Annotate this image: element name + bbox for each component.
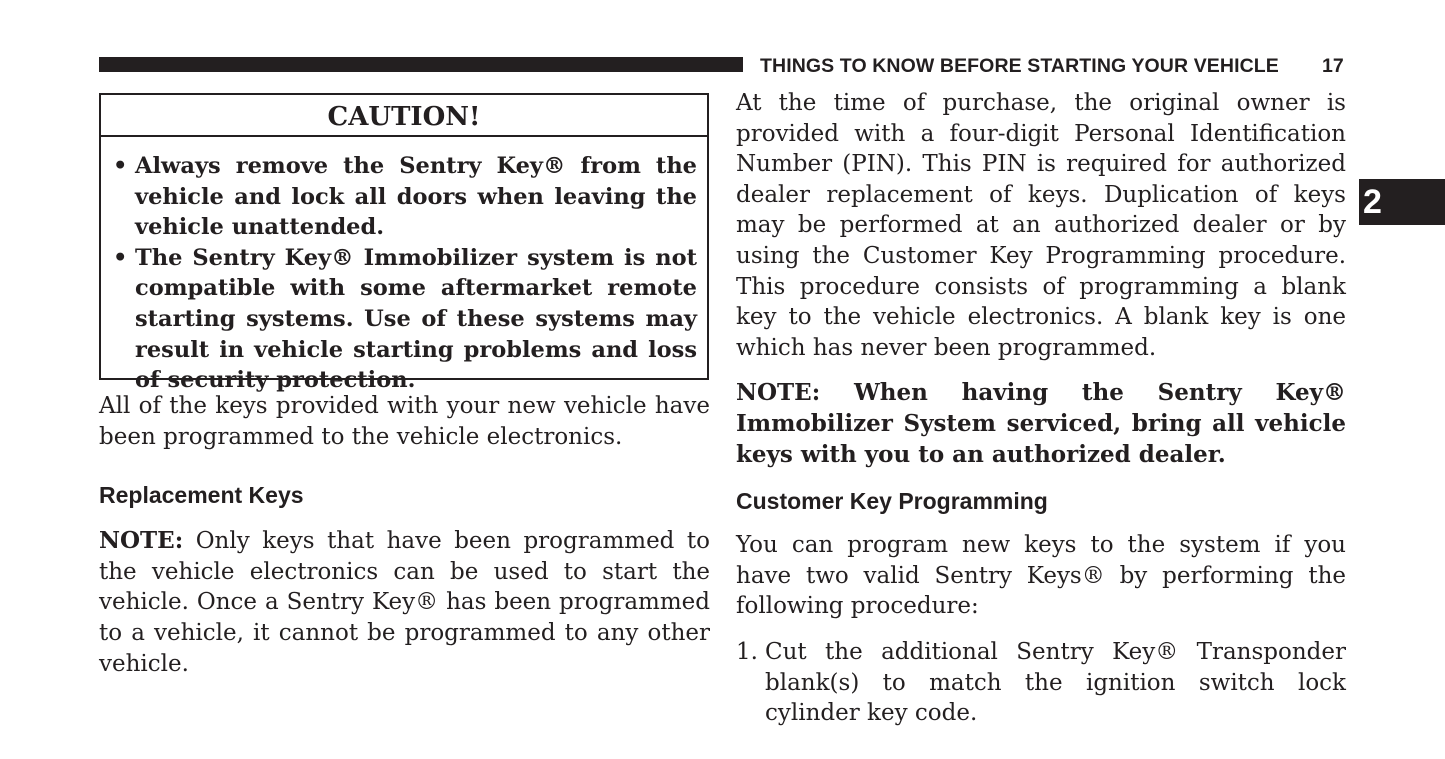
bullet-icon: • bbox=[113, 244, 128, 271]
customer-intro-paragraph: You can program new keys to the system if you have two valid Sentry Keys® by performing the following procedure: bbox=[736, 532, 1346, 620]
step-number: 1. bbox=[736, 638, 758, 665]
keys-intro-paragraph: All of the keys provided with your new vehicle have been programmed to the vehicle electronics. bbox=[99, 393, 710, 450]
left-column bbox=[99, 391, 710, 679]
service-note-paragraph: NOTE: When having the Sentry Key® Immobilizer System serviced, bring all vehicle keys with you to an authorized dealer. bbox=[736, 379, 1346, 468]
caution-item: • The Sentry Key® Immobilizer system is not compatible with some aftermarket remote starting systems. Use of these systems may result in vehicle starting problems and loss of security protection. bbox=[113, 244, 697, 394]
caution-title: CAUTION! bbox=[101, 95, 707, 137]
header-rule bbox=[99, 57, 743, 72]
running-header-title: THINGS TO KNOW BEFORE STARTING YOUR VEHICLE bbox=[760, 55, 1279, 77]
bullet-icon: • bbox=[113, 153, 128, 179]
step-text: Cut the additional Sentry Key® Transponder blank(s) to match the ignition switch lock cylinder key code. bbox=[765, 638, 1346, 727]
note-text: Only keys that have been programmed to the vehicle electronics can be used to start the vehicle. Once a Sentry Key® has been programmed to a vehicle, it cannot be programmed to any other vehicle. bbox=[99, 528, 710, 677]
step-item bbox=[736, 637, 1346, 729]
page-number: 17 bbox=[1322, 55, 1344, 77]
caution-box bbox=[99, 93, 709, 394]
caution-item: • Always remove the Sentry Key® from the vehicle and lock all doors when leaving the vehicle unattended. bbox=[113, 153, 697, 241]
note-label: NOTE: bbox=[99, 527, 184, 555]
right-column bbox=[736, 88, 1346, 729]
chapter-tab: 2 bbox=[1359, 179, 1445, 225]
replacement-note-paragraph bbox=[99, 526, 710, 679]
customer-key-programming-heading: Customer Key Programming bbox=[736, 488, 1048, 515]
pin-paragraph: At the time of purchase, the original owner is provided with a four-digit Personal Identification Number (PIN). This PIN is required for authorized dealer replacement of keys. Duplication of keys may be performed at an authorized dealer or by using the Customer Key Programming procedure. This procedure consists of programming a blank key to the vehicle electronics. A blank key is one which has never been programmed. bbox=[736, 90, 1346, 361]
replacement-keys-heading: Replacement Keys bbox=[99, 482, 304, 509]
caution-list bbox=[101, 137, 707, 396]
